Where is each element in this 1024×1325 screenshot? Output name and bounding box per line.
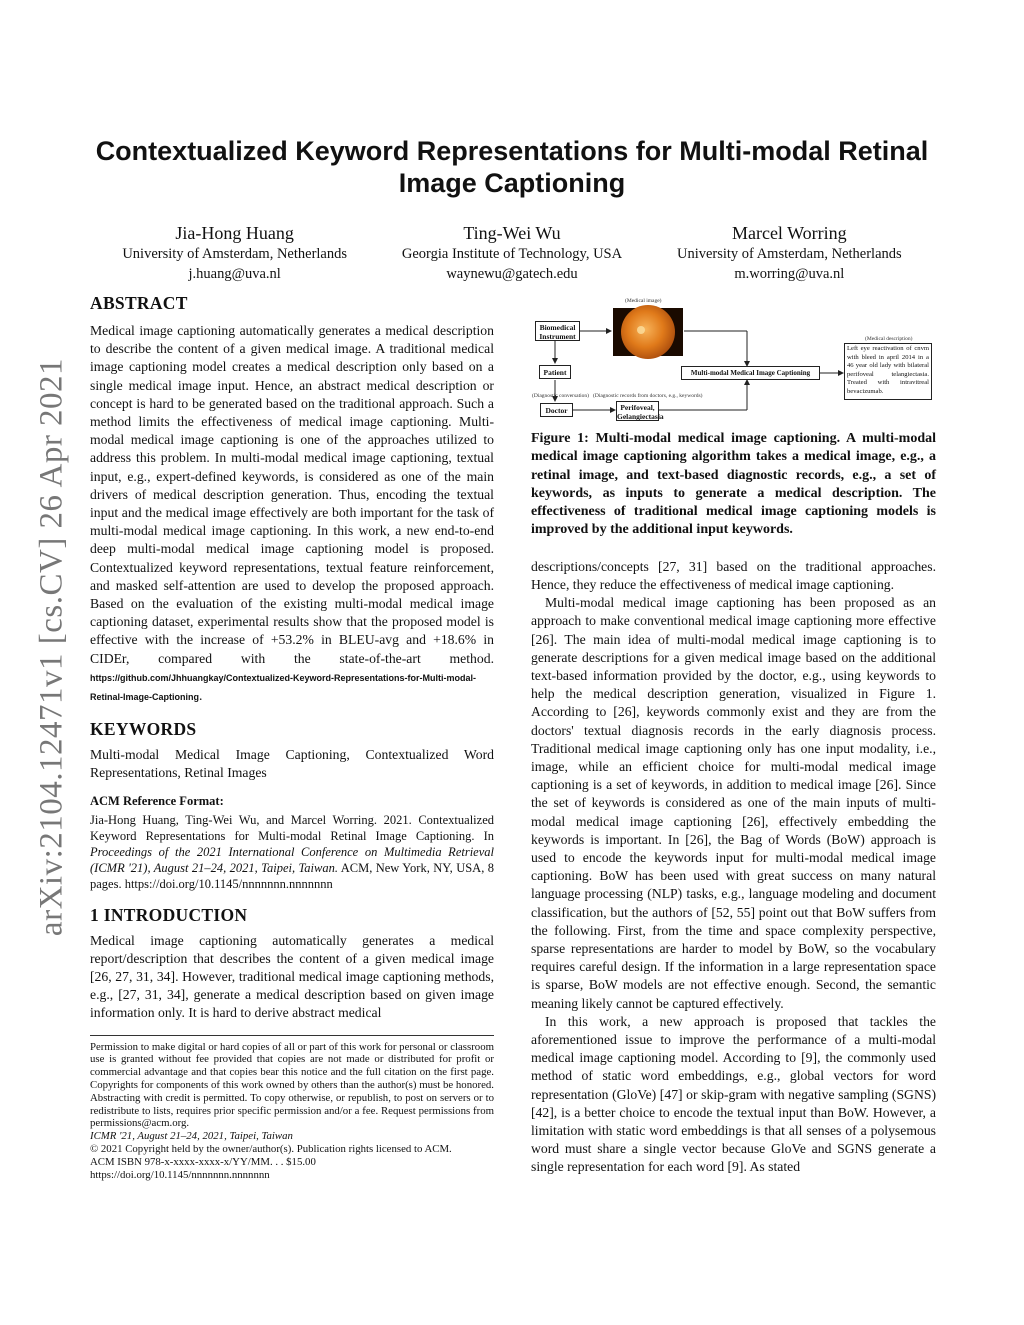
author-email: j.huang@uva.nl [188, 266, 281, 282]
author-affiliation: Georgia Institute of Technology, USA [401, 246, 623, 262]
patient-box: Patient [539, 365, 571, 379]
acm-ref-proceedings: Proceedings of the 2021 International Conference on Multimedia Retrieval (ICMR '21), August 21–24, 2021, Taipei, Taiwan. [90, 844, 494, 875]
author-affiliation: University of Amsterdam, Netherlands [676, 246, 902, 262]
right-column [531, 300, 936, 1177]
isbn-line: ACM ISBN 978-x-xxxx-xxxx-x/YY/MM. . . $15.00 [90, 1155, 316, 1168]
figure-caption: Figure 1: Multi-modal medical image captioning. A multi-modal medical image captioning algorithm takes a medical image, e.g., a retinal image, and text-based diagnostic records, e.g., a set of keywords, as inputs to generate a medical description. The effectiveness of traditional medical image captioning models is improved by the additional input keywords. [531, 431, 936, 538]
author-3 [651, 222, 928, 284]
abstract-text: Medical image captioning automatically generates a medical description to describe the content of a given medical image. A traditional medical image captioning model creates a medical description only based on a single medical image input. Hence, an abstract medical description or concept is hard to be generated based on the traditional approach. Such a method limits the effectiveness of medical image captioning. Multi-modal medical image captioning is one of the approaches utilized to address this problem. In multi-modal medical image captioning, textual input, e.g., expert-defined keywords, is considered as one of the main drivers of medical description generation. Thus, encoding the textual input and the medical image effectively are both important for the task of multi-modal medical image captioning. In this work, a new end-to-end deep multi-modal medical image captioning model is proposed. Contextualized keyword representations, textual feature reinforcement, and masked self-attention are used to develop the proposed approach. Based on the evaluation of the existing multi-modal medical image captioning dataset, experimental results show that the proposed model is effective with the increase of +53.2% in BLEU-avg and +18.6% in CIDEr, compared with the state-of-the-art method. [90, 323, 494, 666]
intro-paragraph: Medical image captioning automatically generates a medical report/description that describes the content of a given medical image [26, 27, 31, 34]. However, traditional medical image captioning methods, e.g., [27, 31, 34], generate a medical description based on given image information only. It is hard to derive abstract medical [90, 932, 494, 1021]
author-affiliation: University of Amsterdam, Netherlands [122, 246, 348, 262]
permission-notice: Permission to make digital or hard copies of all or part of this work for personal or classroom use is granted without fee provided that copies are not made or distributed for profit or commercial advantage and that copies bear this notice and the full citation on the first page. Copyrights for components of this work owned by others than the author(s) must be honored. Abstracting with credit is permitted. To copy otherwise, or republish, to post on servers or to redistribute to lists, requires prior specific permission and/or a fee. Request permissions from permissions@acm.org. [90, 1040, 494, 1130]
right-paragraph-0: descriptions/concepts [27, 31] based on the traditional approaches. Hence, they reduce the effectiveness of medical image captioning. [531, 558, 936, 592]
keywords-box: Perifoveal, Gelangiectasia [617, 403, 664, 421]
acm-ref-line1: Jia-Hong Huang, Ting-Wei Wu, and Marcel Worring. 2021. Contextualized Keyword Representations for Multi-modal Retinal Image Captioning. In [90, 812, 494, 843]
left-column [90, 293, 494, 1181]
arxiv-stamp-text: arXiv:2104.12471v1 [cs.CV] 26 Apr 2021 [33, 357, 70, 937]
acm-ref-text [90, 812, 494, 892]
medical-description-label: (Medical description) [865, 336, 913, 342]
retina-image [621, 305, 675, 359]
conference-line: ICMR '21, August 21–24, 2021, Taipei, Taiwan [90, 1130, 293, 1143]
doi-line: https://doi.org/10.1145/nnnnnnn.nnnnnnn [90, 1168, 270, 1181]
figure-1 [531, 300, 936, 422]
author-block [96, 222, 928, 284]
diagnostic-conversation-label: (Diagnostic conversation) [532, 393, 589, 399]
captioning-model-box: Multi-modal Medical Image Captioning [681, 366, 820, 380]
abstract-heading: ABSTRACT [90, 293, 188, 313]
diagnostic-records-label: (Diagnostic records from doctors, e.g., keywords) [593, 393, 703, 399]
right-paragraph-1: Multi-modal medical image captioning has been proposed as an approach to make conventional medical image captioning more effective [26]. The main idea of multi-modal medical image captioning is to generate descriptions for a given medical image based on the additional text-based information provided by the doctor, e.g., using keywords to help the medical description generation, visualized in Figure 1. According to [26], keywords commonly exist and they are from the doctors' textual diagnosis records in the early diagnosis process. Traditional medical image captioning only has one input modality, i.e., image, while an efficient choice for multi-modal medical image captioning is a set of keywords, in addition to medical image [26]. Since the set of keywords is considered as one of the main inputs of multi-modal medical image captioning [26], effectively embedding the keywords is important. In [26], the Bag of Words (BoW) approach is used to encode the keywords input for multi-modal medical image captioning. BoW has been used with great success on many natural language processing (NLP) tasks, e.g., language modeling and document classification, but the authors of [52, 55] point out that BoW suffers from the following. First, from the time and space complexity perspective, sparse representations are harder to model by BoW, so the vocabulary requires careful design. If the information in a large representation space is sparse, BoW models are not effective enough. Second, the semantic meaning likely cannot be captured effectively. [531, 595, 936, 1011]
copyright-line: © 2021 Copyright held by the owner/author(s). Publication rights licensed to ACM. [90, 1143, 452, 1156]
footnote-rule [90, 1035, 494, 1036]
acm-ref-line2: ACM, New York, NY, USA, 8 pages. https://doi.org/10.1145/nnnnnnn.nnnnnnn [90, 860, 494, 891]
arxiv-stamp [32, 352, 72, 942]
author-name: Ting-Wei Wu [463, 223, 561, 243]
biomedical-instrument-box: Biomedical Instrument [535, 321, 580, 341]
author-1 [96, 222, 373, 284]
author-email: m.worring@uva.nl [734, 266, 845, 282]
author-name: Marcel Worring [731, 223, 847, 243]
abstract-end: . [199, 688, 203, 704]
author-name: Jia-Hong Huang [175, 223, 294, 243]
keywords-text: Multi-modal Medical Image Captioning, Contextualized Word Representations, Retinal Images [90, 747, 494, 781]
github-link[interactable]: https://github.com/Jhhuangkay/Contextualized-Keyword-Representations-for-Multi-modal-Retinal-Image-Captioning [90, 672, 477, 703]
author-2 [373, 222, 650, 284]
right-paragraph-2: In this work, a new approach is proposed that tackles the aforementioned issue to improve the performance of a multi-modal medical image captioning model. According to [9], the commonly used method of static word embeddings, e.g., global vectors for word representation (GloVe) [47] or skip-gram with negative sampling (SGNS) [42], is a better choice to encode the textual input than BoW. However, a limitation with static word embeddings is that all senses of a polysemous word must share a single vector because GloVe and SGNS generate a single representation for each word [9]. As stated [531, 1013, 936, 1175]
acm-ref-heading: ACM Reference Format: [90, 793, 224, 808]
medical-description-box: Left eye reactivation of cnvm with bleed in april 2014 in a 46 year old lady with bilateral perifoveal telangiectasia. Treated with intravitreal bevacizumab. [844, 343, 932, 400]
keywords-heading: KEYWORDS [90, 719, 197, 740]
intro-heading: 1 INTRODUCTION [90, 904, 248, 925]
abstract-body [90, 322, 494, 706]
paper-title: Contextualized Keyword Representations for Multi-modal Retinal Image Captioning [95, 136, 929, 198]
author-email: waynewu@gatech.edu [446, 266, 578, 282]
medical-image-label: (Medical image) [625, 298, 662, 304]
doctor-box: Doctor [540, 403, 573, 417]
